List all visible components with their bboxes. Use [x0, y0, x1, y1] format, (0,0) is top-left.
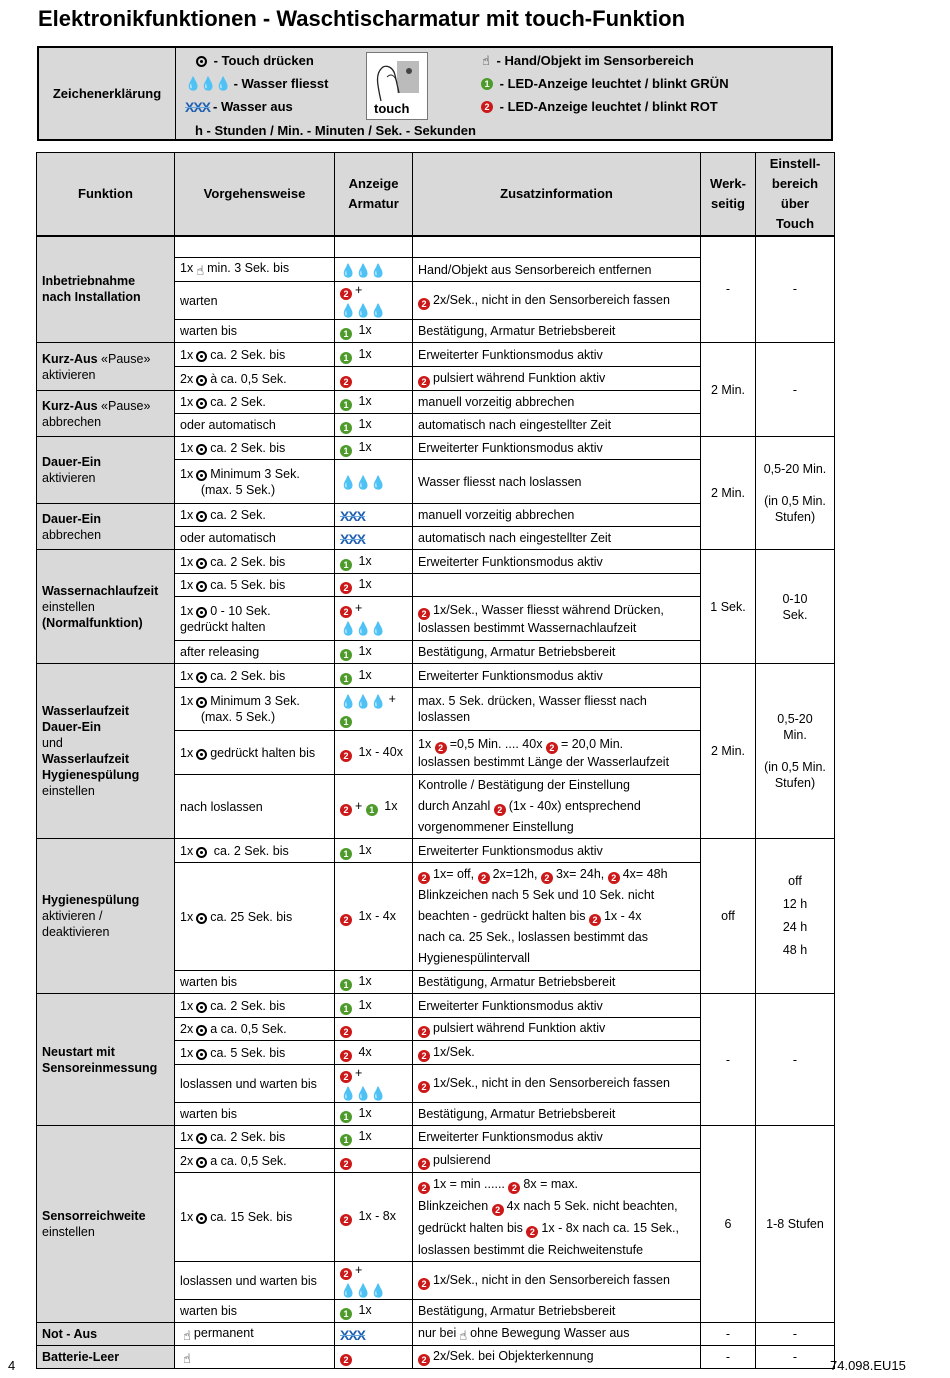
table-row: 1x ca. 5 Sek. bis 2 4x 2 1x/Sek. [37, 1041, 835, 1065]
table-row: Dauer-Ein aktivieren 1x ca. 2 Sek. bis 1 1x Erweiterter Funktionsmodus aktiv 2 Min. 0,5-20 Min. (in 0,5 Min. Stufen) [37, 437, 835, 460]
water-off-icon: XXX [185, 99, 211, 115]
table-row: loslassen und warten bis 2 + 💧💧💧 2 1x/Sek., nicht in den Sensorbereich fassen [37, 1065, 835, 1103]
table-row: Kurz-Aus «Pause» abbrechen 1x ca. 2 Sek. 1 1x manuell vorzeitig abbrechen [37, 391, 835, 414]
water-drops-icon: 💧💧💧 [340, 263, 386, 278]
red-led-icon: 2 [340, 1158, 352, 1170]
green-led-icon: 1 [340, 1111, 352, 1123]
document-number: 74.098.EU15 [830, 1358, 906, 1373]
table-row: 1x ☝ min. 3 Sek. bis 💧💧💧 Hand/Objekt aus Sensorbereich entfernen [37, 258, 835, 282]
touch-press-icon [196, 1157, 207, 1168]
red-led-icon: 2 [418, 1182, 430, 1194]
touch-press-icon [196, 1133, 207, 1144]
table-row: warten bis 1 1x Bestätigung, Armatur Betriebsbereit [37, 971, 835, 994]
legend-box [37, 46, 833, 141]
table-row: 1x Minimum 3 Sek. (max. 5 Sek.) 💧💧💧 Wasser fliesst nach loslassen [37, 460, 835, 504]
table-row: oder automatisch 1 1x automatisch nach eingestellter Zeit [37, 414, 835, 437]
water-drops-icon: 💧💧💧 [185, 76, 231, 91]
table-row: oder automatisch XXX automatisch nach eingestellter Zeit [37, 527, 835, 550]
table-row: Neustart mit Sensoreinmessung 1x ca. 2 Sek. bis 1 1x Erweiterter Funktionsmodus aktiv - - [37, 994, 835, 1018]
legend-touch [193, 53, 314, 69]
hand-icon: ☝ [183, 1350, 191, 1366]
green-led-icon: 1 [340, 1308, 352, 1320]
page-title: Elektronikfunktionen - Waschtischarmatur mit touch-Funktion [38, 6, 686, 31]
green-led-icon: 1 [340, 1003, 352, 1015]
red-led-icon: 2 [340, 804, 352, 816]
table-row: 2x a ca. 0,5 Sek. 2 2 pulsierend [37, 1149, 835, 1173]
legend-hand [479, 53, 694, 69]
hand-icon: ☝ [482, 53, 490, 68]
legend-units: h - Stunden / Min. - Minuten / Sek. - Sekunden [195, 123, 476, 138]
red-led-icon: 2 [589, 914, 601, 926]
legend-water-off-text: - Wasser aus [213, 99, 293, 114]
green-led-icon: 1 [340, 399, 352, 411]
red-led-icon: 2 [340, 1026, 352, 1038]
touch-press-icon [196, 607, 207, 618]
water-off-icon: XXX [340, 508, 366, 524]
touch-press-icon [196, 749, 207, 760]
red-led-icon: 2 [418, 872, 430, 884]
legend-water-off [185, 99, 293, 115]
header-einstellbereich: Einstell-bereich über Touch [756, 153, 835, 236]
red-led-icon: 2 [340, 606, 352, 618]
touch-press-icon [196, 558, 207, 569]
touch-press-icon [196, 581, 207, 592]
table-row: Dauer-Ein abbrechen 1x ca. 2 Sek. XXX manuell vorzeitig abbrechen [37, 504, 835, 527]
touch-press-icon [196, 511, 207, 522]
water-drops-icon: 💧💧💧 [340, 1086, 386, 1101]
green-led-icon: 1 [340, 716, 352, 728]
legend-water [185, 76, 328, 92]
green-led-icon: 1 [340, 422, 352, 434]
red-led-icon: 2 [418, 1158, 430, 1170]
red-led-icon: 2 [494, 804, 506, 816]
touch-press-icon [196, 847, 207, 858]
hand-icon: ☝ [196, 263, 205, 278]
hand-icon: ☝ [459, 1327, 468, 1343]
red-led-icon: 2 [340, 1214, 352, 1226]
green-led-icon: 1 [340, 649, 352, 661]
table-row: warten bis 1 1x Bestätigung, Armatur Betriebsbereit [37, 320, 835, 343]
table-row: 2x à ca. 0,5 Sek. 2 2 pulsiert während Funktion aktiv [37, 367, 835, 391]
table-row: 1x ca. 15 Sek. bis 2 1x - 8x 2 1x = min ...... 2 8x = max. Blinkzeichen 2 4x nach 5 Sek. nicht beachten, gedrückt halten bis 2 1x - 8x nach ca. 15 Sek., loslassen bestimmt die Reichweitenstufe [37, 1173, 835, 1262]
touch-press-icon [196, 470, 207, 481]
green-led-icon: 1 [340, 352, 352, 364]
touch-caption: touch [374, 101, 410, 116]
table-row: 2x a ca. 0,5 Sek. 2 2 pulsiert während Funktion aktiv [37, 1018, 835, 1041]
touch-press-icon [196, 697, 207, 708]
red-led-icon: 2 [526, 1226, 538, 1238]
table-header [37, 153, 835, 236]
water-drops-icon: 💧💧💧 [340, 693, 386, 709]
table-row: warten 2 + 💧💧💧 2 2x/Sek., nicht in den Sensorbereich fassen [37, 282, 835, 320]
table-row: 1x gedrückt halten bis 2 1x - 40x 1x 2 =0,5 Min. .... 40x 2 = 20,0 Min. loslassen bestimmt Länge der Wasserlaufzeit [37, 731, 835, 775]
page-number: 4 [8, 1358, 16, 1373]
legend-green-text: - LED-Anzeige leuchtet / blinkt GRÜN [499, 76, 729, 91]
table-row: warten bis 1 1x Bestätigung, Armatur Betriebsbereit [37, 1103, 835, 1126]
green-led-icon: 1 [340, 445, 352, 457]
table-row: 1x ca. 5 Sek. bis 2 1x [37, 574, 835, 597]
red-led-icon: 2 [418, 298, 430, 310]
red-led-icon: 2 [418, 1081, 430, 1093]
legend-red-text: - LED-Anzeige leuchtet / blinkt ROT [499, 99, 718, 114]
legend-red [481, 99, 718, 115]
table-row: Inbetriebnahme nach Installation - - [37, 236, 835, 258]
legend-label: Zeichenerklärung [39, 48, 176, 139]
table-row: Kurz-Aus «Pause» aktivieren 1x ca. 2 Sek. bis 1 1x Erweiterter Funktionsmodus aktiv 2 Min. - [37, 343, 835, 367]
water-off-icon: XXX [340, 1327, 366, 1343]
red-led-icon: 2 [608, 872, 620, 884]
red-led-icon: 2 [340, 582, 352, 594]
touch-press-icon [196, 56, 207, 67]
touch-press-icon [196, 1049, 207, 1060]
table-row: 1x Minimum 3 Sek. (max. 5 Sek.) 💧💧💧 + 1 max. 5 Sek. drücken, Wasser fliesst nach loslassen [37, 688, 835, 731]
red-led-icon: 2 [340, 750, 352, 762]
header-zusatz: Zusatzinformation [413, 153, 701, 236]
touch-press-icon [196, 672, 207, 683]
legend-water-text: - Wasser fliesst [233, 76, 329, 91]
green-led-icon: 1 [340, 673, 352, 685]
table-row: 1x ca. 25 Sek. bis 2 1x - 4x 2 1x= off, 2 2x=12h, 2 3x= 24h, 2 4x= 48h Blinkzeichen nach 5 Sek und 10 Sek. nicht beachten - gedrückt halten bis 2 1x - 4x nach ca. 25 Sek., loslassen bestimmt das Hygienespülintervall [37, 863, 835, 971]
green-led-icon: 1 [340, 1134, 352, 1146]
touch-press-icon [196, 1002, 207, 1013]
water-off-icon: XXX [340, 531, 366, 547]
red-led-icon: 2 [340, 1071, 352, 1083]
touch-press-icon [196, 375, 207, 386]
red-led-icon: 2 [418, 608, 430, 620]
water-drops-icon: 💧💧💧 [340, 621, 386, 636]
touch-press-icon [196, 1213, 207, 1224]
red-led-icon: 2 [418, 1050, 430, 1062]
red-led-icon: 2 [435, 742, 447, 754]
table-row: nach loslassen 2 + 1 1x Kontrolle / Bestätigung der Einstellung durch Anzahl 2 (1x - 40x) entsprechend vorgenommener Einstellung [37, 775, 835, 839]
red-led-icon: 2 [418, 1026, 430, 1038]
table-row: after releasing 1 1x Bestätigung, Armatur Betriebsbereit [37, 641, 835, 664]
table-row: Wassernachlaufzeit einstellen (Normalfunktion) 1x ca. 2 Sek. bis 1 1x Erweiterter Funktionsmodus aktiv 1 Sek. 0-10 Sek. [37, 550, 835, 574]
water-drops-icon: 💧💧💧 [340, 1283, 386, 1298]
header-vorgehensweise: Vorgehensweise [175, 153, 335, 236]
green-led-icon: 1 [340, 848, 352, 860]
red-led-icon: 2 [508, 1182, 520, 1194]
red-led-icon: 2 [340, 1354, 352, 1366]
table-row: loslassen und warten bis 2 + 💧💧💧 2 1x/Sek., nicht in den Sensorbereich fassen [37, 1262, 835, 1300]
hand-icon: ☝ [183, 1327, 191, 1343]
red-led-icon: 2 [340, 376, 352, 388]
green-led-icon: 1 [340, 559, 352, 571]
red-led-icon: 2 [418, 1354, 430, 1366]
green-led-icon: 1 [340, 328, 352, 340]
green-led-icon: 1 [366, 804, 378, 816]
red-led-icon: 2 [541, 872, 553, 884]
touch-press-icon [196, 1025, 207, 1036]
water-drops-icon: 💧💧💧 [340, 303, 386, 318]
red-led-icon: 2 [418, 1278, 430, 1290]
header-funktion: Funktion [37, 153, 175, 236]
table-row: Sensorreichweite einstellen 1x ca. 2 Sek. bis 1 1x Erweiterter Funktionsmodus aktiv 6 1-8 Stufen [37, 1126, 835, 1149]
legend-hand-text: - Hand/Objekt im Sensorbereich [496, 53, 694, 68]
red-led-icon: 2 [418, 376, 430, 388]
touch-press-icon [196, 444, 207, 455]
red-led-icon: 2 [492, 1204, 504, 1216]
red-led-icon: 2 [340, 1268, 352, 1280]
header-anzeige: Anzeige Armatur [335, 153, 413, 236]
red-led-icon: 2 [340, 288, 352, 300]
water-drops-icon: 💧💧💧 [340, 475, 386, 490]
table-row: Wasserlaufzeit Dauer-Ein und Wasserlaufzeit Hygienespülung einstellen 1x ca. 2 Sek. bis 1 1x Erweiterter Funktionsmodus aktiv 2 Min. 0,5-20 Min. (in 0,5 Min. Stufen) [37, 664, 835, 688]
red-led-icon: 2 [340, 914, 352, 926]
green-led-icon: 1 [481, 78, 493, 90]
legend-green [481, 76, 729, 92]
red-led-icon: 2 [478, 872, 490, 884]
touch-press-icon [196, 351, 207, 362]
table-row: warten bis 1 1x Bestätigung, Armatur Betriebsbereit [37, 1300, 835, 1323]
touch-press-icon [196, 913, 207, 924]
function-table [36, 152, 835, 1369]
legend-touch-text: - Touch drücken [213, 53, 314, 68]
table-row: 1x 0 - 10 Sek. gedrückt halten 2 + 💧💧💧 2 1x/Sek., Wasser fliesst während Drücken, loslassen bestimmt Wassernachlaufzeit [37, 597, 835, 641]
green-led-icon: 1 [340, 979, 352, 991]
table-row: Not - Aus ☝ permanent XXX nur bei ☝ ohne Bewegung Wasser aus - - [37, 1323, 835, 1346]
function-cell: Inbetriebnahme nach Installation [37, 236, 175, 343]
touch-press-icon [196, 398, 207, 409]
table-row: Hygienespülung aktivieren / deaktivieren 1x ca. 2 Sek. bis 1 1x Erweiterter Funktionsmodus aktiv off off 12 h 24 h 48 h [37, 839, 835, 863]
red-led-icon: 2 [481, 101, 493, 113]
header-werkseitig: Werk-seitig [701, 153, 756, 236]
table-row: Batterie-Leer ☝ 2 2 2x/Sek. bei Objekterkennung - - [37, 1346, 835, 1369]
red-led-icon: 2 [340, 1050, 352, 1062]
red-led-icon: 2 [546, 742, 558, 754]
